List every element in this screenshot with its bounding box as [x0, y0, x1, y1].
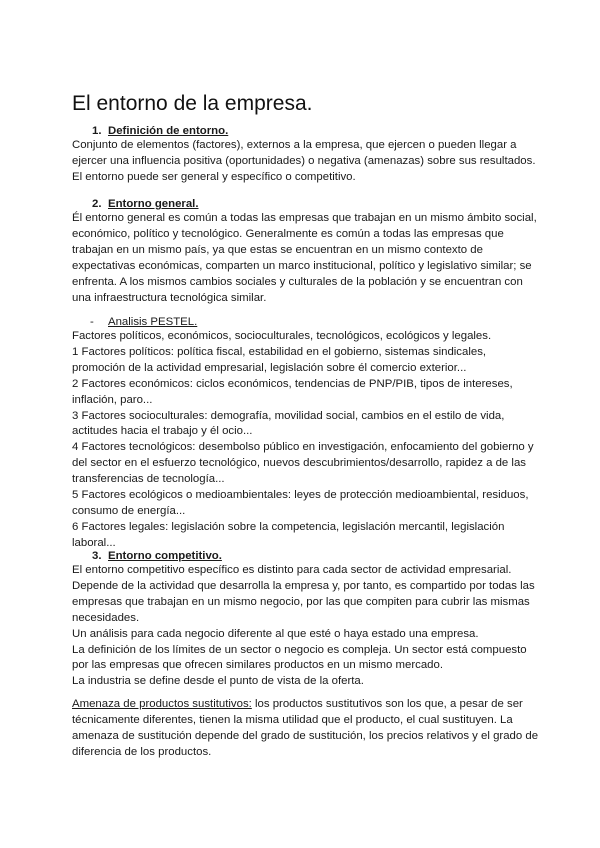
text-line: 2 Factores económicos: ciclos económicos, tendencias de PNP/PIB, tipos de intereses,	[72, 377, 513, 390]
text-line: laboral...	[72, 536, 116, 549]
text-line: económico, político y tecnológico. Generalmente es común a todas las empresas que	[72, 227, 504, 240]
text-line: empresas que trabajan en un mismo negocio, por las que compiten para cubrir las mismas	[72, 595, 530, 608]
paragraph-amenaza-sustitutivos	[72, 697, 539, 761]
text-line: enfrenta. A los mismos cambios sociales y culturales de la población y se encuentran con	[72, 275, 523, 288]
paragraph-pestel	[72, 329, 532, 552]
text-line: Conjunto de elementos (factores), externos a la empresa, que ejercen o pueden llegar a	[72, 139, 517, 151]
text-line: El entorno puede ser general y específico o competitivo.	[72, 170, 356, 183]
text-line: técnicamente diferentes, tienen la misma utilidad que el producto, el cual sustituyen. La	[72, 713, 513, 726]
text-line: 1 Factores políticos: política fiscal, estabilidad en el gobierno, sistemas sindicales,	[72, 345, 487, 358]
page-title: El entorno de la empresa.	[72, 92, 313, 115]
paragraph-entorno-competitivo	[72, 563, 535, 690]
text-line: ejercer una influencia positiva (oportunidades) o negativa (amenazas) sobre sus resultados.	[72, 154, 536, 167]
bullet-title: Analisis PESTEL.	[108, 316, 198, 328]
term-definition-start: los productos sustitutivos son los que, a pesar de ser	[251, 698, 523, 710]
text-line: una infraestructura tecnológica similar.	[72, 291, 267, 304]
text-line: 6 Factores legales: legislación sobre la competencia, legislación mercantil, legislación	[72, 520, 505, 533]
text-line: promoción de la actividad empresarial, legislación sobre él comercio exterior...	[72, 361, 467, 374]
text-line: trabajan en un mismo país, ya que estas se encuentran en un mismo contexto de	[72, 243, 483, 256]
text-line: necesidades.	[72, 611, 140, 624]
text-line: La industria se define desde el punto de vista de la oferta.	[72, 675, 364, 688]
text-line: Factores políticos, económicos, socioculturales, tecnológicos, ecológicos y legales.	[72, 330, 492, 342]
text-line: actitudes hacia el trabajo y él ocio...	[72, 425, 253, 438]
text-line: amenaza de sustitución depende del grado de sustitución, los precios relativos y el grado de	[72, 729, 539, 742]
text-line: Un análisis para cada negocio diferente al que esté o haya estado una empresa.	[72, 627, 479, 640]
bullet-dash: -	[90, 316, 94, 328]
text-line	[72, 697, 532, 713]
text-line: El entorno competitivo específico es distinto para cada sector de actividad empresarial.	[72, 564, 512, 576]
text-line: 3 Factores socioculturales: demografía, movilidad social, cambios en el estilo de vida,	[72, 409, 505, 422]
section-number: 1.	[92, 125, 102, 137]
section-title: Entorno competitivo.	[108, 550, 222, 562]
paragraph-definicion	[72, 138, 536, 186]
section-number: 2.	[92, 198, 102, 210]
text-line: transferencias de tecnología...	[72, 473, 225, 486]
text-line: Depende de la actividad que desarrolla la empresa y, por tanto, es compartido por todas las	[72, 579, 535, 592]
text-line: inflación, paro...	[72, 393, 153, 406]
section-heading-entorno-general	[92, 198, 199, 210]
section-number: 3.	[92, 550, 102, 562]
section-title: Definición de entorno.	[108, 125, 229, 137]
text-line: por las empresas que ofrecen similares productos en un mismo mercado.	[72, 659, 443, 672]
paragraph-entorno-general	[72, 211, 537, 306]
text-line: expectativas económicas, comparten un marco institucional, político y legislativo similar; se	[72, 259, 532, 272]
text-line: diferencia de los productos.	[72, 745, 212, 758]
term-label: Amenaza de productos sustitutivos:	[72, 698, 252, 710]
text-line: 5 Factores ecológicos o medioambientales: leyes de protección medioambiental, residuos,	[72, 489, 529, 502]
text-line: La definición de los límites de un sector o negocio es compleja. Un sector está compuesto	[72, 643, 527, 656]
text-line: consumo de energía...	[72, 504, 186, 517]
bullet-heading-pestel	[90, 316, 197, 328]
text-line: 4 Factores tecnológicos: desembolso público en investigación, enfocamiento del gobierno y	[72, 441, 534, 454]
text-line: Él entorno general es común a todas las empresas que trabajan en un mismo ámbito social,	[72, 212, 537, 224]
section-title: Entorno general.	[108, 198, 199, 210]
section-heading-entorno-competitivo	[92, 550, 222, 562]
section-heading-definicion	[92, 125, 228, 137]
text-line: del sector en el esfuerzo tecnológico, nuevos descubrimientos/desarrollo, rapidez a de las	[72, 457, 526, 470]
